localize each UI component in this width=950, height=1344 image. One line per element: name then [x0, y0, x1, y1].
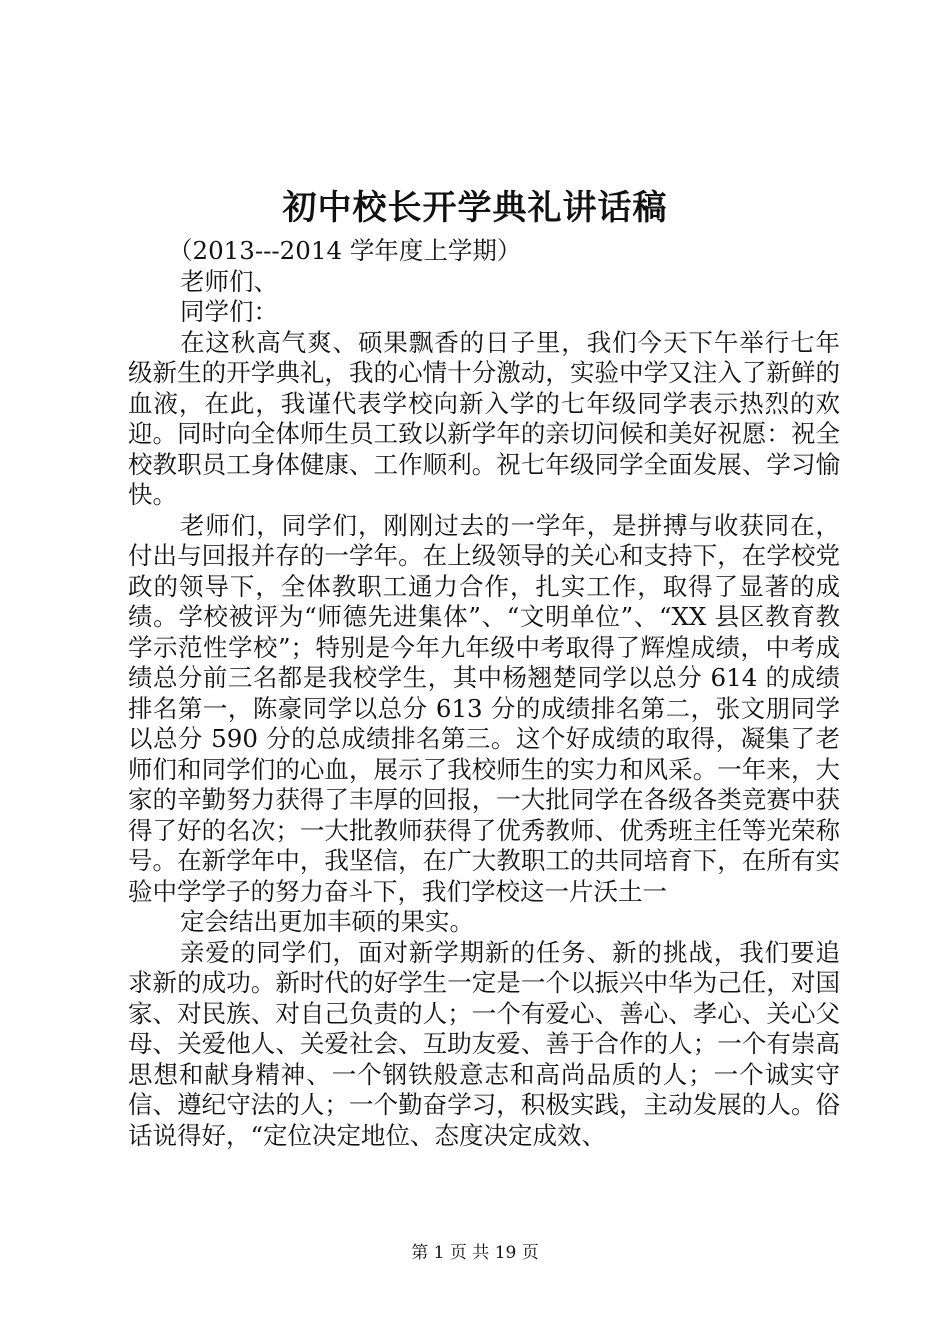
salutation-teachers: 老师们、 — [180, 266, 278, 296]
page-number-footer: 第 1 页 共 19 页 — [411, 1243, 539, 1263]
document-title: 初中校长开学典礼讲话稿 — [282, 188, 668, 228]
paragraph-expectations: 亲爱的同学们，面对新学期新的任务、新的挑战，我们要追求新的成功。新时代的好学生一定是一个以振兴中华为己任，对国家、对民族、对自己负责的人；一个有爱心、善心、孝心、关心父母、关爱他人、关爱社会、互助友爱、善于合作的人；一个有崇高思想和献身精神、一个钢铁般意志和高尚品质的人；一个诚实守信、遵纪守法的人；一个勤奋学习，积极实践，主动发展的人。俗话说得好，“定位决定地位、态度决定成效、 — [128, 937, 840, 1150]
document-body — [128, 236, 840, 1151]
salutation-students: 同学们： — [180, 297, 278, 326]
paragraph-welcome: 在这秋高气爽、硕果飘香的日子里，我们今天下午举行七年级新生的开学典礼，我的心情十分激动，实验中学又注入了新鲜的血液，在此，我谨代表学校向新入学的七年级同学表示热烈的欢迎。同时向全体师生员工致以新学年的亲切问候和美好祝愿：祝全校教职员工身体健康、工作顺利。祝七年级同学全面发展、学习愉快。 — [128, 327, 840, 509]
document-subtitle: （2013---2014 学年度上学期） — [168, 236, 522, 265]
paragraph-achievements: 老师们，同学们，刚刚过去的一学年，是拼搏与收获同在，付出与回报并存的一学年。在上级领导的关心和支持下，在学校党政的领导下，全体教职工通力合作，扎实工作，取得了显著的成绩。学校被评为“师德先进集体”、“文明单位”、“XX 县区教育教学示范性学校”；特别是今年九年级中考取得了辉煌成绩，中考成绩总分前三名都是我校学生，其中杨翘楚同学以总分 614 的成绩排名第一，陈豪同学以总分 613 分的成绩排名第二，张文朋同学以总分 590 分的总成绩排名第三。这个好成绩的取得，凝集了老师们和同学们的心血，展示了我校师生的实力和风采。一年来，大家的辛勤努力获得了丰厚的回报，一大批同学在各级各类竞赛中获得了好的名次；一大批教师获得了优秀教师、优秀班主任等光荣称号。在新学年中，我坚信，在广大教职工的共同培育下，在所有实验中学学子的努力奋斗下，我们学校这一片沃土一 — [128, 510, 840, 906]
paragraph-continuation: 定会结出更加丰硕的果实。 — [180, 907, 474, 936]
